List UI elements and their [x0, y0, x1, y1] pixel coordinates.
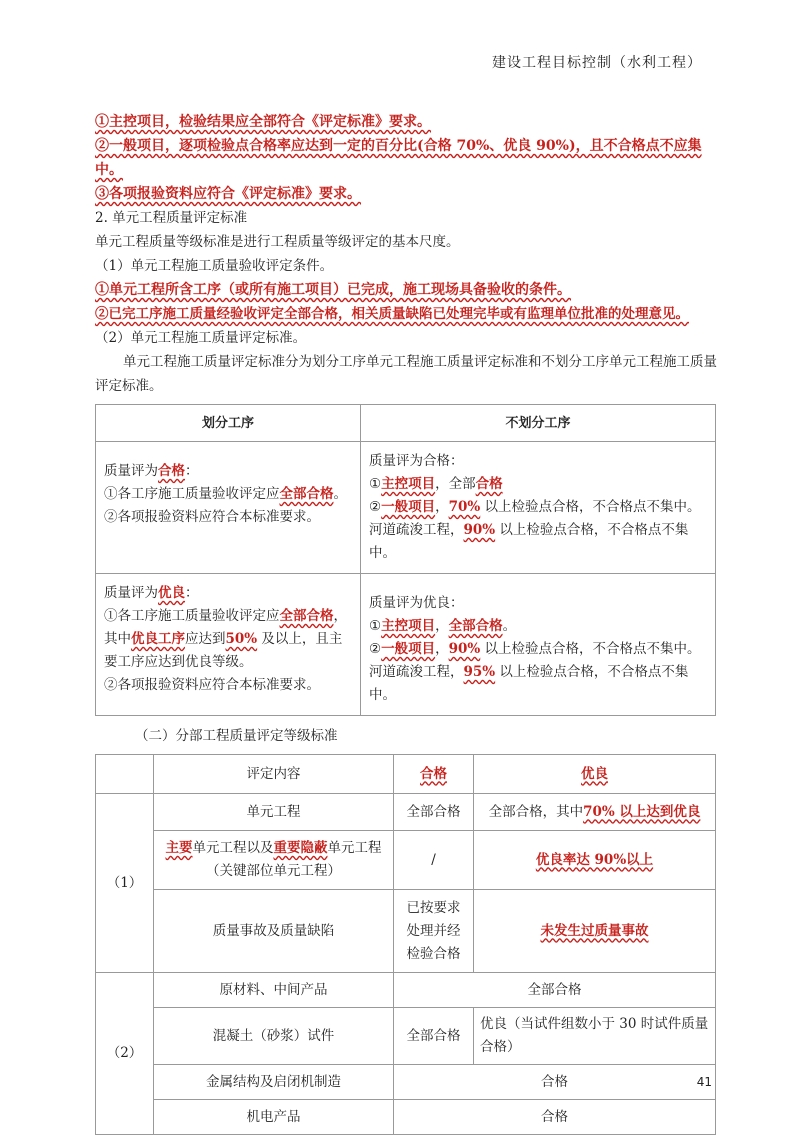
text: ：	[185, 463, 199, 479]
row-metal-content: 金属结构及启闭机制造	[154, 1065, 394, 1100]
row-material-content: 原材料、中间产品	[154, 973, 394, 1008]
good-undivided-line-1: 质量评为优良：	[369, 595, 464, 611]
intro-item-2-text: ②一般项目，逐项检验点合格率应达到一定的百分比(合格 70%、优良 90%)，且不合格点不应集中。	[95, 138, 702, 178]
pass-divided-cell	[96, 442, 361, 574]
text: 质量评为	[104, 585, 158, 601]
col-header-divided: 划分工序	[96, 405, 361, 442]
row-accident-pass	[394, 890, 474, 973]
paragraph-1: 单元工程质量等级标准是进行工程质量等级评定的基本尺度。	[95, 234, 460, 250]
text: 全部合格，其中	[488, 803, 584, 820]
unit-table-header-row	[96, 405, 716, 442]
paragraph-2: 单元工程施工质量评定标准分为划分工序单元工程施工质量评定标准和不划分工序单元工程施工质量评定标准。	[95, 354, 717, 394]
good-undivided-line-4	[369, 661, 707, 707]
good-divided-line-2	[104, 605, 352, 628]
text: ，	[435, 641, 449, 657]
highlight: 重要隐蔽	[273, 840, 328, 856]
row-key-content	[154, 831, 394, 890]
row-accident-content: 质量事故及质量缺陷	[154, 890, 394, 973]
page-number: 41	[696, 1075, 712, 1089]
text: 其中	[104, 631, 131, 647]
division-row-electro	[96, 1100, 716, 1135]
text: 河道疏浚工程，	[369, 664, 464, 680]
row-key-line-1	[160, 837, 387, 860]
highlight: 全部合格	[279, 486, 334, 502]
row-electro-content: 机电产品	[154, 1100, 394, 1135]
text: 。	[502, 618, 517, 634]
pass-divided-line-1	[104, 460, 352, 483]
division-table-header-row	[96, 755, 716, 794]
text: 河道疏浚工程，	[369, 522, 464, 538]
condition-1-text: ①单元工程所含工序（或所有施工项目）已完成，施工现场具备验收的条件。	[95, 282, 571, 298]
highlight: 主要	[165, 840, 193, 856]
text: 以上检验点合格，不合格点不集中。	[369, 522, 689, 561]
header-pass: 合格	[394, 755, 474, 794]
subsection-heading: （二）分部工程质量评定等级标准	[135, 728, 338, 744]
good-undivided-cell	[361, 574, 716, 716]
highlight: 95%	[463, 664, 496, 680]
good-undivided-line-2	[369, 615, 707, 638]
intro-item-1	[95, 110, 725, 134]
row-accident-good: 未发生过质量事故	[474, 890, 716, 973]
division-row-concrete	[96, 1008, 716, 1065]
highlight: 主控项目	[381, 476, 436, 492]
condition-1	[95, 278, 725, 302]
text: 处理并经	[406, 922, 461, 939]
row-unit-good	[474, 794, 716, 831]
condition-2-text: ②已完工序施工质量经验收评定全部合格，相关质量缺陷已处理完毕或有监理单位批准的处理意见。	[95, 306, 689, 322]
text: ，	[333, 608, 347, 624]
row-material-merged: 全部合格	[394, 973, 716, 1008]
division-quality-table	[95, 754, 716, 1135]
row-metal-merged: 合格	[394, 1065, 716, 1100]
text: 。	[333, 486, 347, 502]
good-undivided-line-3	[369, 638, 707, 661]
pass-divided-line-3: ②各项报验资料应符合本标准要求。	[104, 509, 320, 525]
section-2-heading: 2. 单元工程质量评定标准	[95, 210, 248, 226]
text: 单元工程以及	[192, 840, 274, 856]
pass-undivided-line-2	[369, 473, 707, 496]
text: 已按要求	[406, 899, 461, 916]
division-row-metal	[96, 1065, 716, 1100]
text: ①各工序施工质量验收评定应	[104, 608, 280, 624]
text: ：	[185, 585, 199, 601]
highlight: 优良	[158, 585, 185, 601]
highlight: 一般项目	[381, 641, 436, 657]
highlight: 合格	[475, 476, 503, 492]
text: ，全部	[435, 476, 476, 492]
row-concrete-good: 优良（当试件组数小于 30 时试件质量合格）	[474, 1008, 716, 1065]
text: ①	[369, 476, 382, 492]
intro-item-1-text: ①主控项目，检验结果应全部符合《评定标准》要求。	[95, 114, 431, 130]
highlight: 70%	[448, 499, 481, 515]
division-row-key	[96, 831, 716, 890]
unit-table-good-row	[96, 574, 716, 716]
unit-table-pass-row	[96, 442, 716, 574]
row-concrete-content: 混凝土（砂浆）试件	[154, 1008, 394, 1065]
text: ②	[369, 641, 382, 657]
header-content: 评定内容	[154, 755, 394, 794]
group-2-label: （2）	[96, 973, 154, 1135]
running-header: 建设工程目标控制（水利工程）	[492, 55, 702, 71]
condition-title: （1）单元工程施工质量验收评定条件。	[95, 258, 334, 274]
pass-undivided-line-4	[369, 519, 707, 565]
text: 以上检验点合格，不合格点不集中。	[480, 499, 701, 515]
division-row-unit	[96, 794, 716, 831]
unit-quality-table	[95, 404, 716, 716]
highlight: 90%	[448, 641, 481, 657]
row-unit-content: 单元工程	[154, 794, 394, 831]
text: 检验合格	[406, 945, 461, 962]
row-key-good: 优良率达 90%以上	[474, 831, 716, 890]
text: 应达到	[185, 631, 226, 647]
header-good: 优良	[474, 755, 716, 794]
row-key-pass: /	[394, 831, 474, 890]
highlight: 主控项目	[381, 618, 436, 634]
row-concrete-pass: 全部合格	[394, 1008, 474, 1065]
row-unit-pass: 全部合格	[394, 794, 474, 831]
text: 以上检验点合格，不合格点不集中。	[480, 641, 701, 657]
standard-title: （2）单元工程施工质量评定标准。	[95, 330, 307, 346]
highlight: 50%	[225, 631, 258, 647]
page-content	[95, 110, 725, 1135]
intro-item-2	[95, 134, 725, 182]
highlight: 70% 以上达到优良	[583, 803, 701, 820]
intro-item-3	[95, 182, 725, 206]
text: 以上检验点合格，不合格点不集中。	[369, 664, 689, 703]
highlight: 全部合格	[279, 608, 334, 624]
row-key-line-2: （关键部位单元工程）	[206, 863, 341, 879]
text: ①	[369, 618, 382, 634]
highlight: 优良工序	[131, 631, 185, 647]
good-divided-line-1	[104, 582, 352, 605]
condition-2	[95, 302, 725, 326]
group-1-label: （1）	[96, 794, 154, 973]
highlight: 90%	[463, 522, 496, 538]
highlight: 合格	[158, 463, 185, 479]
text: 单元工程	[327, 840, 382, 856]
col-header-undivided: 不划分工序	[361, 405, 716, 442]
text: 及以上，且主	[257, 631, 343, 647]
text: ，	[435, 618, 449, 634]
pass-divided-line-2	[104, 483, 352, 506]
text: ①各工序施工质量验收评定应	[104, 486, 280, 502]
row-electro-merged: 合格	[394, 1100, 716, 1135]
header-blank-cell	[96, 755, 154, 794]
pass-undivided-line-1: 质量评为合格：	[369, 453, 464, 469]
text: ，	[435, 499, 449, 515]
good-divided-cell	[96, 574, 361, 716]
highlight: 全部合格	[448, 618, 503, 634]
good-divided-line-5: ②各项报验资料应符合本标准要求。	[104, 677, 320, 693]
intro-item-3-text: ③各项报验资料应符合《评定标准》要求。	[95, 186, 361, 202]
highlight: 一般项目	[381, 499, 436, 515]
division-row-accident	[96, 890, 716, 973]
pass-undivided-cell	[361, 442, 716, 574]
pass-undivided-line-3	[369, 496, 707, 519]
text: ②	[369, 499, 382, 515]
division-row-material	[96, 973, 716, 1008]
good-divided-line-4: 要工序应达到优良等级。	[104, 654, 253, 670]
good-divided-line-3	[104, 628, 352, 651]
text: 质量评为	[104, 463, 158, 479]
